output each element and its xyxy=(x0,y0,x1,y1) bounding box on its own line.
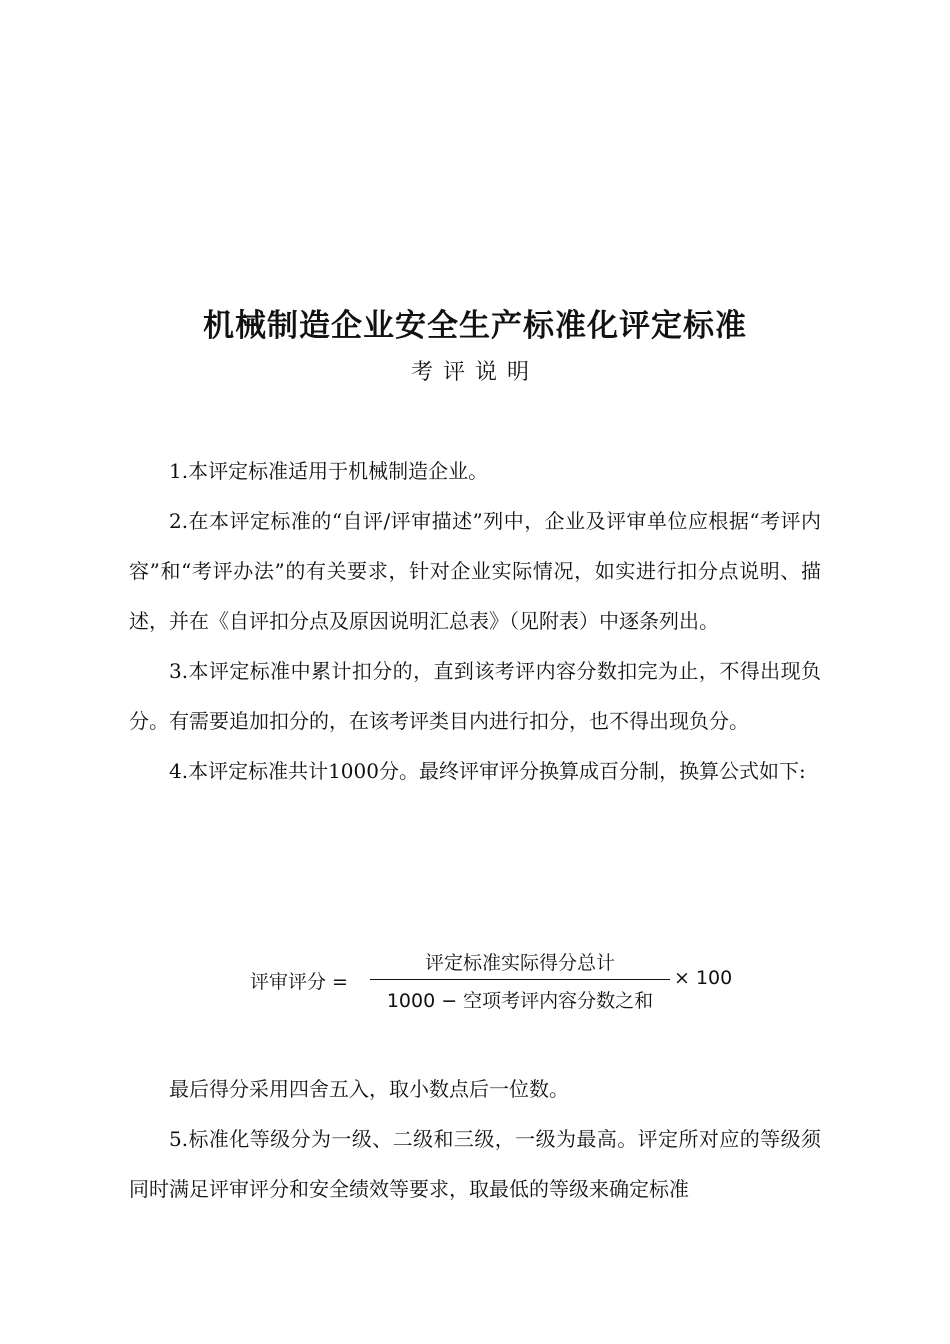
formula-numerator: 评定标准实际得分总计 xyxy=(424,952,615,974)
paragraph-4: 4.本评定标准共计1000分。最终评审评分换算成百分制，换算公式如下: xyxy=(169,759,806,783)
formula-lhs: 评审评分 = xyxy=(250,971,348,993)
paragraph-3: 3.本评定标准中累计扣分的，直到该考评内容分数扣完为止，不得出现负分。有需要追加扣分的，在该考评类目内进行扣分，也不得出现负分。 xyxy=(129,659,821,733)
body-text xyxy=(129,446,821,796)
paragraph-5: 5.标准化等级分为一级、二级和三级，一级为最高。评定所对应的等级须同时满足评审评分和安全绩效等要求，取最低的等级来确定标准 xyxy=(129,1127,821,1201)
formula-rhs: × 100 xyxy=(674,967,733,989)
fraction-bar xyxy=(370,979,670,980)
paragraph-rounding: 最后得分采用四舍五入，取小数点后一位数。 xyxy=(169,1077,569,1101)
score-formula xyxy=(250,946,750,1016)
document-subtitle: 考评说明 xyxy=(410,360,539,385)
document-title: 机械制造企业安全生产标准化评定标准 xyxy=(203,308,747,344)
paragraph-2: 2.在本评定标准的“自评/评审描述”列中，企业及评审单位应根据“考评内容”和“考评办法”的有关要求，针对企业实际情况，如实进行扣分点说明、描述，并在《自评扣分点及原因说明汇总表》（见附表）中逐条列出。 xyxy=(129,509,821,633)
formula-denominator: 1000 − 空项考评内容分数之和 xyxy=(386,990,654,1012)
body-text-continued xyxy=(129,1064,821,1214)
paragraph-1: 1.本评定标准适用于机械制造企业。 xyxy=(169,459,489,483)
